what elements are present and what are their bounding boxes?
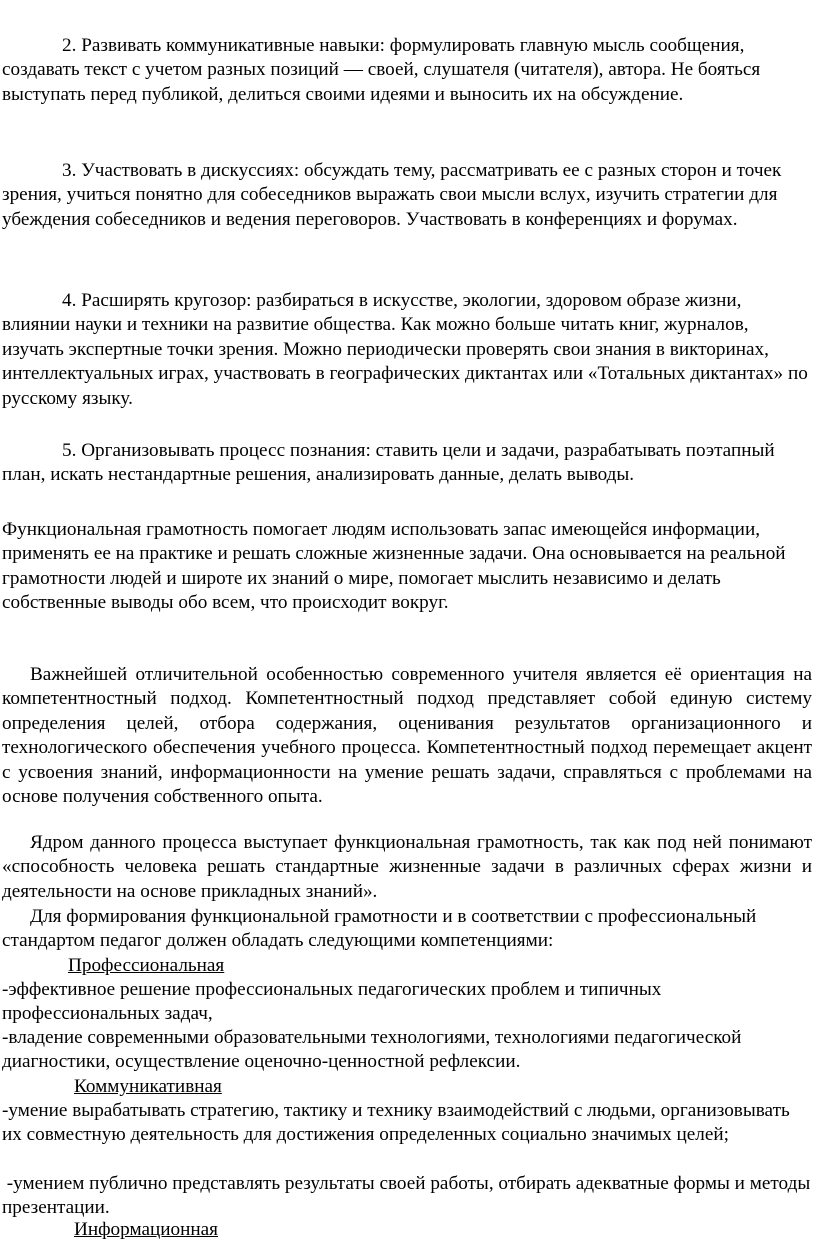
list-item-professional-2: -владение современными образовательными технологиями, технологиями педагогической диагностики, осуществление оценочно-ценностной рефлексии. (2, 1027, 742, 1073)
paragraph-functional-literacy: Функциональная грамотность помогает людям использовать запас имеющейся информации, применять ее на практике и решать сложные жизненные задачи. Она основывается на реальной грамотности людей и широте их знаний о мире, помогает мыслить независимо и делать собственные выводы обо всем, что происходит вокруг. (2, 519, 786, 614)
list-item-4: 4. Расширять кругозор: разбираться в искусстве, экологии, здоровом образе жизни, влиянии науки и техники на развитие общества. Как можно больше читать книг, журналов, изучать экспертные точки зрения. Можно периодически проверять свои знания в викторинах, интеллектуальных играх, участвовать в географических диктантах или «Тотальных диктантах» по русскому языку. (2, 290, 808, 409)
section-heading-communicative: Коммуникативная (74, 1076, 222, 1097)
paragraph-standard: Для формирования функциональной грамотности и в соответствии с профессиональный стандартом педагог должен обладать следующими компетенциями: (2, 906, 757, 952)
section-heading-professional: Профессиональная (68, 955, 225, 976)
list-item-communicative-1: -умение вырабатывать стратегию, тактику и технику взаимодействий с людьми, организовывать их совместную деятельность для достижения определенных социально значимых целей; (2, 1100, 790, 1146)
list-item-2: 2. Развивать коммуникативные навыки: формулировать главную мысль сообщения, создавать текст с учетом разных позиций — своей, слушателя (читателя), автора. Не бояться выступать перед публикой, делиться своими идеями и выносить их на обсуждение. (2, 35, 761, 105)
paragraph-competence-approach: Важнейшей отличительной особенностью современного учителя является её ориентация на компетентностный подход. Компетентностный подход представляет собой единую систему определения целей, отбора содержания, оценивания результатов организационного и технологического обеспечения учебного процесса. Компетентностный подход перемещает акцент с усвоения знаний, информационности на умение решать задачи, справляться с проблемами на основе получения собственного опыта. (2, 664, 812, 808)
list-item-5: 5. Организовывать процесс познания: ставить цели и задачи, разрабатывать поэтапный план, искать нестандартные решения, анализировать данные, делать выводы. (2, 440, 775, 486)
list-item-communicative-2: -умением публично представлять результаты своей работы, отбирать адекватные формы и методы презентации. (2, 1173, 816, 1219)
section-heading-informational: Информационная (74, 1219, 218, 1240)
paragraph-core-process: Ядром данного процесса выступает функциональная грамотность, так как под ней понимают «способность человека решать стандартные жизненные задачи в различных сферах жизни и деятельности на основе прикладных знаний». (2, 832, 812, 902)
list-item-3: 3. Участвовать в дискуссиях: обсуждать тему, рассматривать ее с разных сторон и точек зрения, учиться понятно для собеседников выражать свои мысли вслух, изучить стратегии для убеждения собеседников и ведения переговоров. Участвовать в конференциях и форумах. (2, 160, 782, 230)
list-item-professional-1: -эффективное решение профессиональных педагогических проблем и типичных профессиональных задач, (2, 979, 662, 1025)
